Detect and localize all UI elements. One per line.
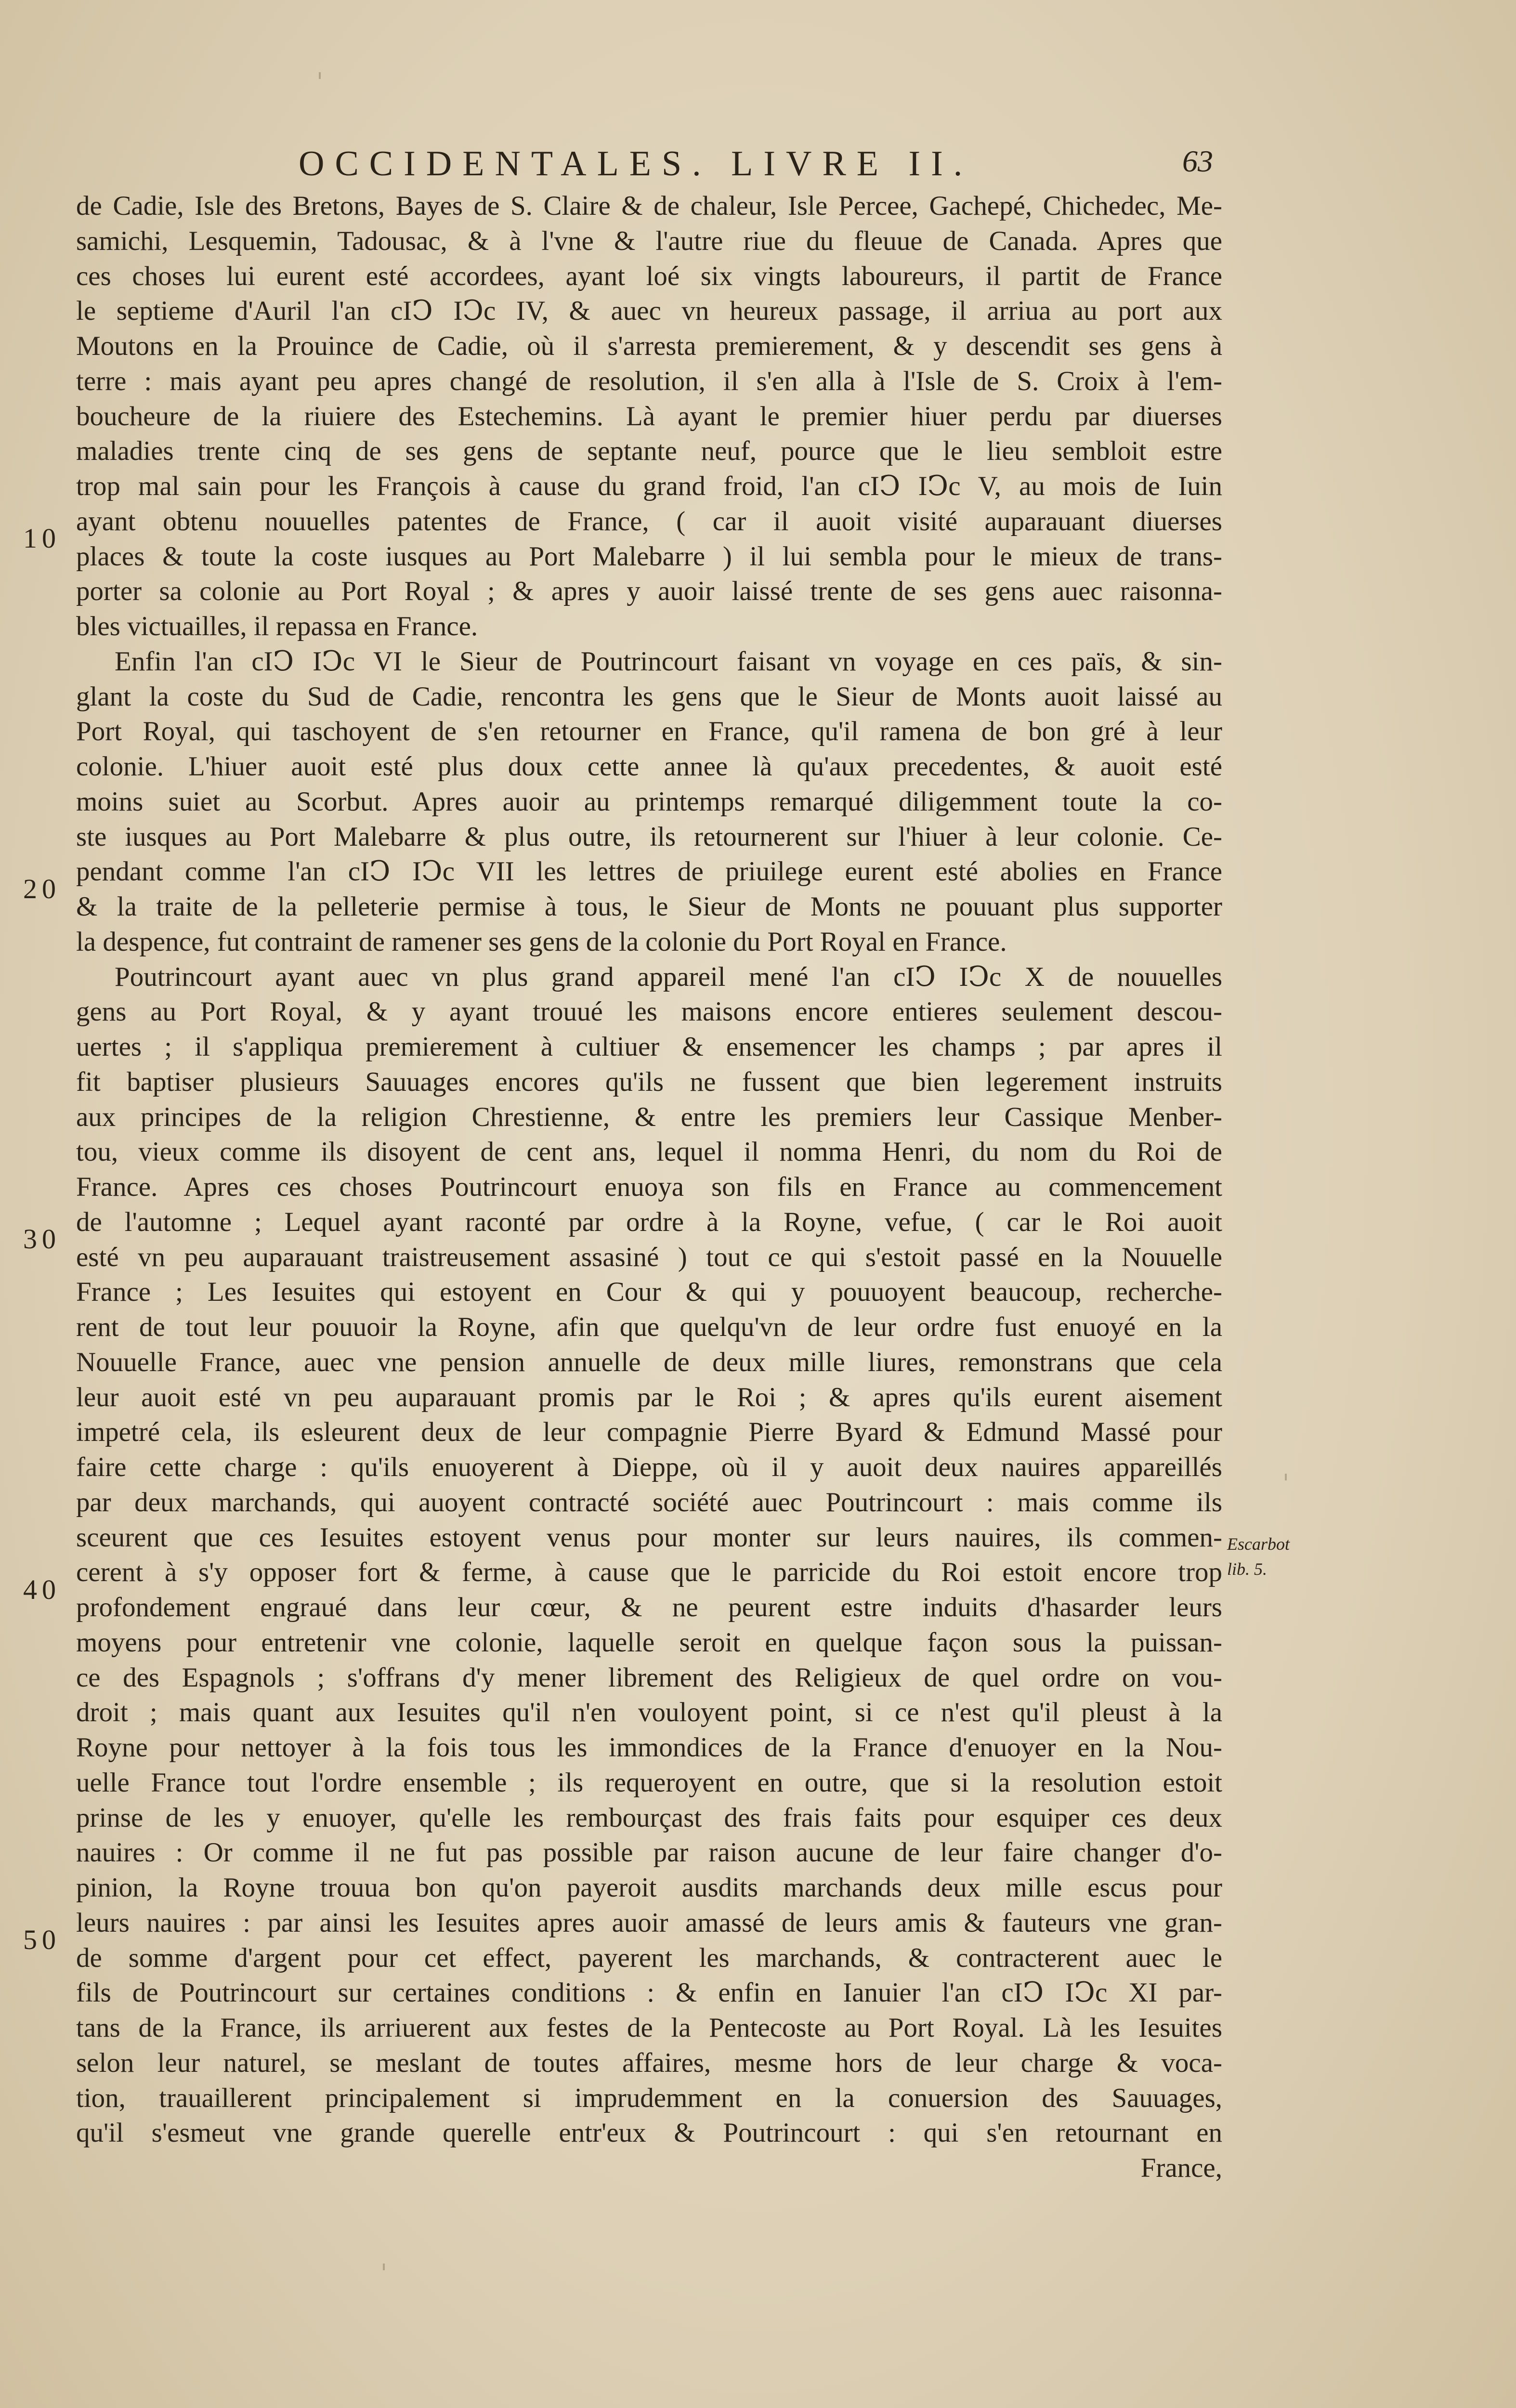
paper-speck <box>1285 1474 1287 1480</box>
text-line: uertes ; il s'appliqua premierement à cultiuer & ensemencer les champs ; par apres il <box>76 1032 1222 1062</box>
text-line: prinse de les y enuoyer, qu'elle les rembourçast des frais faits pour esquiper ces deux <box>76 1802 1222 1833</box>
text-line: tou, vieux comme ils disoyent de cent ans, lequel il nomma Henri, du nom du Roi de <box>76 1137 1222 1167</box>
margin-line-number: 20 <box>23 873 61 904</box>
text-line: aux principes de la religion Chrestienne, & entre les premiers leur Cassique Menber- <box>76 1101 1222 1132</box>
text-line: France. Apres ces choses Poutrincourt enuoya son fils en France au commencement <box>76 1172 1222 1202</box>
text-line: qu'il s'esmeut vne grande querelle entr'eux & Poutrincourt : qui s'en retournant en <box>76 2118 1222 2148</box>
margin-line-number: 10 <box>23 523 61 554</box>
text-line: impetré cela, ils esleurent deux de leur compagnie Pierre Byard & Edmund Massé pour <box>76 1417 1222 1448</box>
text-line: sceurent que ces Iesuites estoyent venus pour monter sur leurs nauires, ils commen- <box>76 1522 1222 1553</box>
text-line: uelle France tout l'ordre ensemble ; ils requeroyent en outre, que si la resolution estoit <box>76 1767 1222 1798</box>
text-line: par deux marchands, qui auoyent contracté société auec Poutrincourt : mais comme ils <box>76 1487 1222 1518</box>
text-line: leurs nauires : par ainsi les Iesuites apres auoir amassé de leurs amis & fauteurs vne gran- <box>76 1907 1222 1938</box>
text-line: rent de tout leur pouuoir la Royne, afin que quelqu'vn de leur ordre fust enuoyé en la <box>76 1312 1222 1342</box>
text-line: la despence, fut contraint de ramener ses gens de la colonie du Port Royal en France. <box>76 926 1007 957</box>
text-line: porter sa colonie au Port Royal ; & apres y auoir laissé trente de ses gens auec raisonna- <box>76 576 1222 607</box>
text-line: ces choses lui eurent esté accordees, ayant loé six vingts laboureurs, il partit de France <box>76 261 1222 291</box>
text-line: tans de la France, ils arriuerent aux festes de la Pentecoste au Port Royal. Là les Iesuites <box>76 2013 1222 2043</box>
margin-note <box>1227 1531 1294 1582</box>
text-line: leur auoit esté vn peu auparauant promis par le Roi ; & apres qu'ils eurent aisement <box>76 1382 1222 1413</box>
running-title: OCCIDENTALES. LIVRE II. <box>299 144 973 183</box>
catchword: France, <box>1140 2153 1222 2183</box>
text-line: Nouuelle France, auec vne pension annuelle de deux mille liures, remonstrans que cela <box>76 1347 1222 1377</box>
text-line: samichi, Lesquemin, Tadousac, & à l'vne & l'autre riue du fleuue de Canada. Apres que <box>76 225 1222 256</box>
page-number: 63 <box>1182 144 1213 178</box>
text-line: cerent à s'y opposer fort & ferme, à cause que le parricide du Roi estoit encore trop <box>76 1557 1222 1588</box>
margin-line-number: 30 <box>23 1223 61 1255</box>
text-line: ayant obtenu nouuelles patentes de France, ( car il auoit visité auparauant diuerses <box>76 506 1222 537</box>
text-line: de l'automne ; Lequel ayant raconté par ordre à la Royne, vefue, ( car le Roi auoit <box>76 1206 1222 1237</box>
text-line: moyens pour entretenir vne colonie, laquelle seroit en quelque façon sous la puissan- <box>76 1627 1222 1658</box>
text-line: Port Royal, qui taschoyent de s'en retourner en France, qu'il ramena de bon gré à leur <box>76 716 1222 747</box>
text-line: tion, trauaillerent principalement si imprudemment en la conuersion des Sauuages, <box>76 2082 1222 2113</box>
text-line: France ; Les Iesuites qui estoyent en Cour & qui y pouuoyent beaucoup, recherche- <box>76 1277 1222 1308</box>
text-line: Moutons en la Prouince de Cadie, où il s'arresta premierement, & y descendit ses gens à <box>76 331 1222 361</box>
text-line: droit ; mais quant aux Iesuites qu'il n'en vouloyent point, si ce n'est qu'il pleust à la <box>76 1697 1222 1728</box>
margin-line-number: 40 <box>23 1574 61 1605</box>
text-line: le septieme d'Auril l'an cIↃ IↃc IV, & auec vn heureux passage, il arriua au port aux <box>76 296 1222 327</box>
text-line: gens au Port Royal, & y ayant trouué les maisons encore entieres seulement descou- <box>76 996 1222 1027</box>
text-line: pendant comme l'an cIↃ IↃc VII les lettres de priuilege eurent esté abolies en France <box>76 856 1222 887</box>
margin-line-number: 50 <box>23 1924 61 1955</box>
text-line: faire cette charge : qu'ils enuoyerent à Dieppe, où il y auoit deux nauires appareillés <box>76 1452 1222 1482</box>
text-line: Enfin l'an cIↃ IↃc VI le Sieur de Poutrincourt faisant vn voyage en ces païs, & sin- <box>115 646 1222 677</box>
text-line: profondement engraué dans leur cœur, & ne peurent estre induits d'hasarder leurs <box>76 1592 1222 1623</box>
text-line: fit baptiser plusieurs Sauuages encores qu'ils ne fussent que bien legerement instruits <box>76 1066 1222 1097</box>
text-line: esté vn peu auparauant traistreusement assasiné ) tout ce qui s'estoit passé en la Nouuelle <box>76 1242 1222 1272</box>
text-line: Royne pour nettoyer à la fois tous les immondices de la France d'enuoyer en la Nou- <box>76 1732 1222 1763</box>
text-line: Poutrincourt ayant auec vn plus grand appareil mené l'an cIↃ IↃc X de nouuelles <box>115 961 1222 992</box>
text-line: ce des Espagnols ; s'offrans d'y mener librement des Religieux de quel ordre on vou- <box>76 1662 1222 1693</box>
margin-note-line: lib. 5. <box>1227 1559 1268 1579</box>
text-line: de Cadie, Isle des Bretons, Bayes de S. Claire & de chaleur, Isle Percee, Gachepé, Chichedec, Me- <box>76 191 1222 221</box>
text-line: maladies trente cinq de ses gens de septante neuf, pource que le lieu sembloit estre <box>76 436 1222 467</box>
text-line: de somme d'argent pour cet effect, payerent les marchands, & contracterent auec le <box>76 1942 1222 1973</box>
text-line: terre : mais ayant peu apres changé de resolution, il s'en alla à l'Isle de S. Croix à l'em- <box>76 366 1222 396</box>
text-line: trop mal sain pour les François à cause du grand froid, l'an cIↃ IↃc V, au mois de Iuin <box>76 471 1222 501</box>
text-line: moins suiet au Scorbut. Apres auoir au printemps remarqué diligemment toute la co- <box>76 786 1222 817</box>
text-line: fils de Poutrincourt sur certaines conditions : & enfin en Ianuier l'an cIↃ IↃc XI par- <box>76 1977 1222 2008</box>
margin-note-line: Escarbot <box>1227 1534 1290 1554</box>
text-line: boucheure de la riuiere des Estechemins. Là ayant le premier hiuer perdu par diuerses <box>76 401 1222 432</box>
paper-speck <box>383 2264 385 2270</box>
text-line: & la traite de la pelleterie permise à tous, le Sieur de Monts ne pouuant plus supporter <box>76 891 1222 922</box>
running-header <box>0 137 1516 190</box>
text-line: pinion, la Royne trouua bon qu'on payeroit ausdits marchands deux mille escus pour <box>76 1872 1222 1903</box>
paper-speck <box>319 72 321 79</box>
text-line: selon leur naturel, se meslant de toutes affaires, mesme hors de leur charge & voca- <box>76 2047 1222 2078</box>
text-line: bles victuailles, il repassa en France. <box>76 611 478 641</box>
text-line: nauires : Or comme il ne fut pas possible par raison aucune de leur faire changer d'o- <box>76 1837 1222 1868</box>
text-line: places & toute la coste iusques au Port Malebarre ) il lui sembla pour le mieux de trans- <box>76 541 1222 572</box>
text-line: ste iusques au Port Malebarre & plus outre, ils retournerent sur l'hiuer à leur colonie. Ce- <box>76 821 1222 852</box>
text-line: colonie. L'hiuer auoit esté plus doux cette annee là qu'aux precedentes, & auoit esté <box>76 751 1222 782</box>
text-line: glant la coste du Sud de Cadie, rencontra les gens que le Sieur de Monts auoit laissé au <box>76 681 1222 712</box>
body-text <box>76 189 1222 2186</box>
